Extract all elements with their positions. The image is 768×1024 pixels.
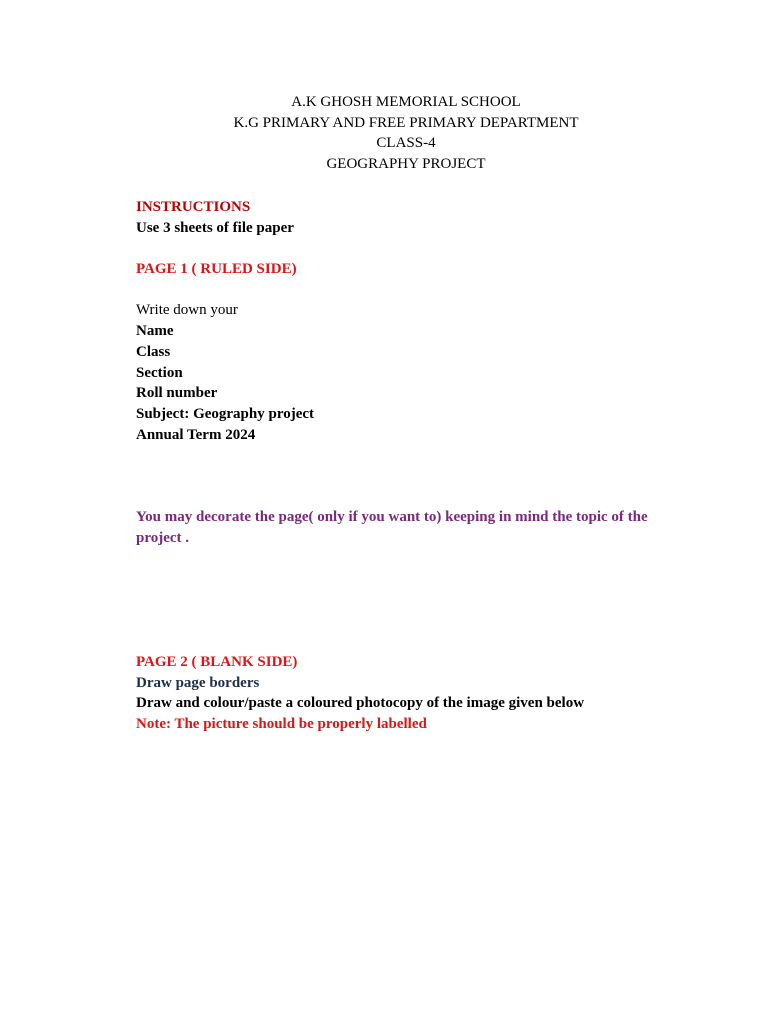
document-body bbox=[136, 197, 666, 735]
page2-borders: Draw page borders bbox=[136, 674, 260, 691]
page1-decoration-note: You may decorate the page( only if you want to) keeping in mind the topic of the project . bbox=[136, 509, 648, 547]
field-roll-number: Roll number bbox=[136, 385, 218, 402]
instructions-text: Use 3 sheets of file paper bbox=[136, 219, 294, 236]
field-subject: Subject: Geography project bbox=[136, 406, 315, 422]
project-title: GEOGRAPHY PROJECT bbox=[326, 156, 486, 173]
instructions-heading: INSTRUCTIONS bbox=[136, 199, 251, 215]
spacer bbox=[136, 280, 666, 301]
page2-label-note: Note: The picture should be properly labelled bbox=[136, 715, 427, 732]
spacer bbox=[136, 445, 666, 507]
page2-heading: PAGE 2 ( BLANK SIDE) bbox=[136, 653, 298, 670]
spacer bbox=[136, 549, 666, 652]
class-label: CLASS-4 bbox=[376, 135, 436, 152]
page1-heading: PAGE 1 ( RULED SIDE) bbox=[136, 261, 297, 278]
spacer bbox=[136, 238, 666, 259]
field-class: Class bbox=[136, 343, 171, 360]
document-header bbox=[0, 92, 768, 175]
school-name: A.K GHOSH MEMORIAL SCHOOL bbox=[291, 94, 521, 110]
page2-draw-instruction: Draw and colour/paste a coloured photocopy of the image given below bbox=[136, 695, 585, 712]
field-term: Annual Term 2024 bbox=[136, 426, 256, 443]
field-section: Section bbox=[136, 364, 183, 381]
field-name: Name bbox=[136, 323, 174, 340]
page1-intro: Write down your bbox=[136, 302, 238, 319]
department-name: K.G PRIMARY AND FREE PRIMARY DEPARTMENT bbox=[233, 114, 579, 131]
